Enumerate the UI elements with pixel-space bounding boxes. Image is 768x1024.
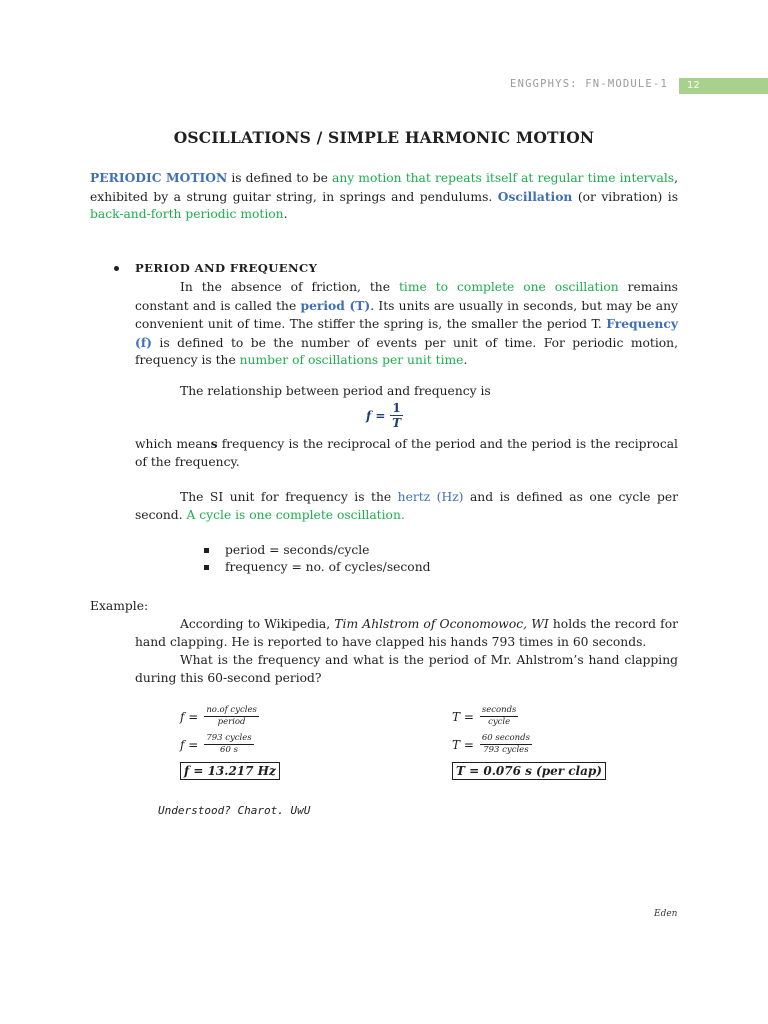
square-bullet-icon	[204, 548, 209, 553]
bullet-icon	[114, 266, 119, 271]
page-number-badge: 12	[679, 78, 768, 94]
example-question: What is the frequency and what is the period of Mr. Ahlstrom’s hand clapping during this 60-second period?	[135, 653, 678, 685]
relationship-text: The relationship between period and frequency is	[180, 384, 491, 398]
square-bullet-icon	[204, 565, 209, 570]
period-paragraph: In the absence of friction, the time to complete one oscillation remains constant and is called the period (T). Its units are usually in seconds, but may be any convenient unit of time. The stiffer the spring is, the smaller the period T. Frequency (f) is defined to be the number of events per unit of time. For periodic motion, frequency is the number of oscillations per unit time.	[135, 280, 678, 367]
example-paragraph: According to Wikipedia, Tim Ahlstrom of Oconomowoc, WI holds the record for hand clapping. He is reported to have clapped his hands 793 times in 60 seconds.	[135, 617, 679, 649]
reciprocal-paragraph: which means frequency is the reciprocal of the period and the period is the reciprocal of the frequency.	[135, 436, 678, 469]
term-frequency: Frequency (f)	[135, 316, 678, 350]
frequency-step-2: f = 793 cycles 60 s	[180, 733, 252, 756]
author-signature: Eden	[654, 909, 678, 919]
period-step-1: T = seconds cycle	[452, 705, 517, 728]
term-period: period (T)	[300, 297, 371, 313]
closing-remark: Understood? Charot. UwU	[158, 804, 311, 817]
intro-paragraph: PERIODIC MOTION is defined to be any motion that repeats itself at regular time intervals, exhibited by a strung guitar string, in springs and pendulums. Oscillation (or vibration) is back-and-forth periodic motion.	[90, 170, 679, 221]
frequency-result: f = 13.217 Hz	[180, 762, 280, 780]
frequency-step-1: f = no.of cycles period	[180, 705, 257, 728]
term-periodic-motion: PERIODIC MOTION	[90, 170, 228, 185]
si-unit-paragraph: The SI unit for frequency is the hertz (Hz) and is defined as one cycle per second. A cycle is one complete oscillation.	[135, 490, 678, 522]
period-step-2: T = 60 seconds 793 cycles	[452, 733, 530, 756]
frequency-formula: f = $\frac{1}{T}$	[366, 401, 402, 430]
period-result: T = 0.076 s (per clap)	[452, 762, 606, 780]
term-oscillation: Oscillation	[497, 188, 573, 204]
example-label: Example:	[90, 599, 149, 613]
list-item: frequency = no. of cycles/second	[225, 560, 431, 574]
section-heading: PERIOD AND FREQUENCY	[135, 261, 318, 275]
page-title: OSCILLATIONS / SIMPLE HARMONIC MOTION	[173, 128, 595, 147]
list-item: period = seconds/cycle	[225, 543, 370, 557]
module-code: ENGGPHYS: FN-MODULE-1	[510, 78, 668, 90]
